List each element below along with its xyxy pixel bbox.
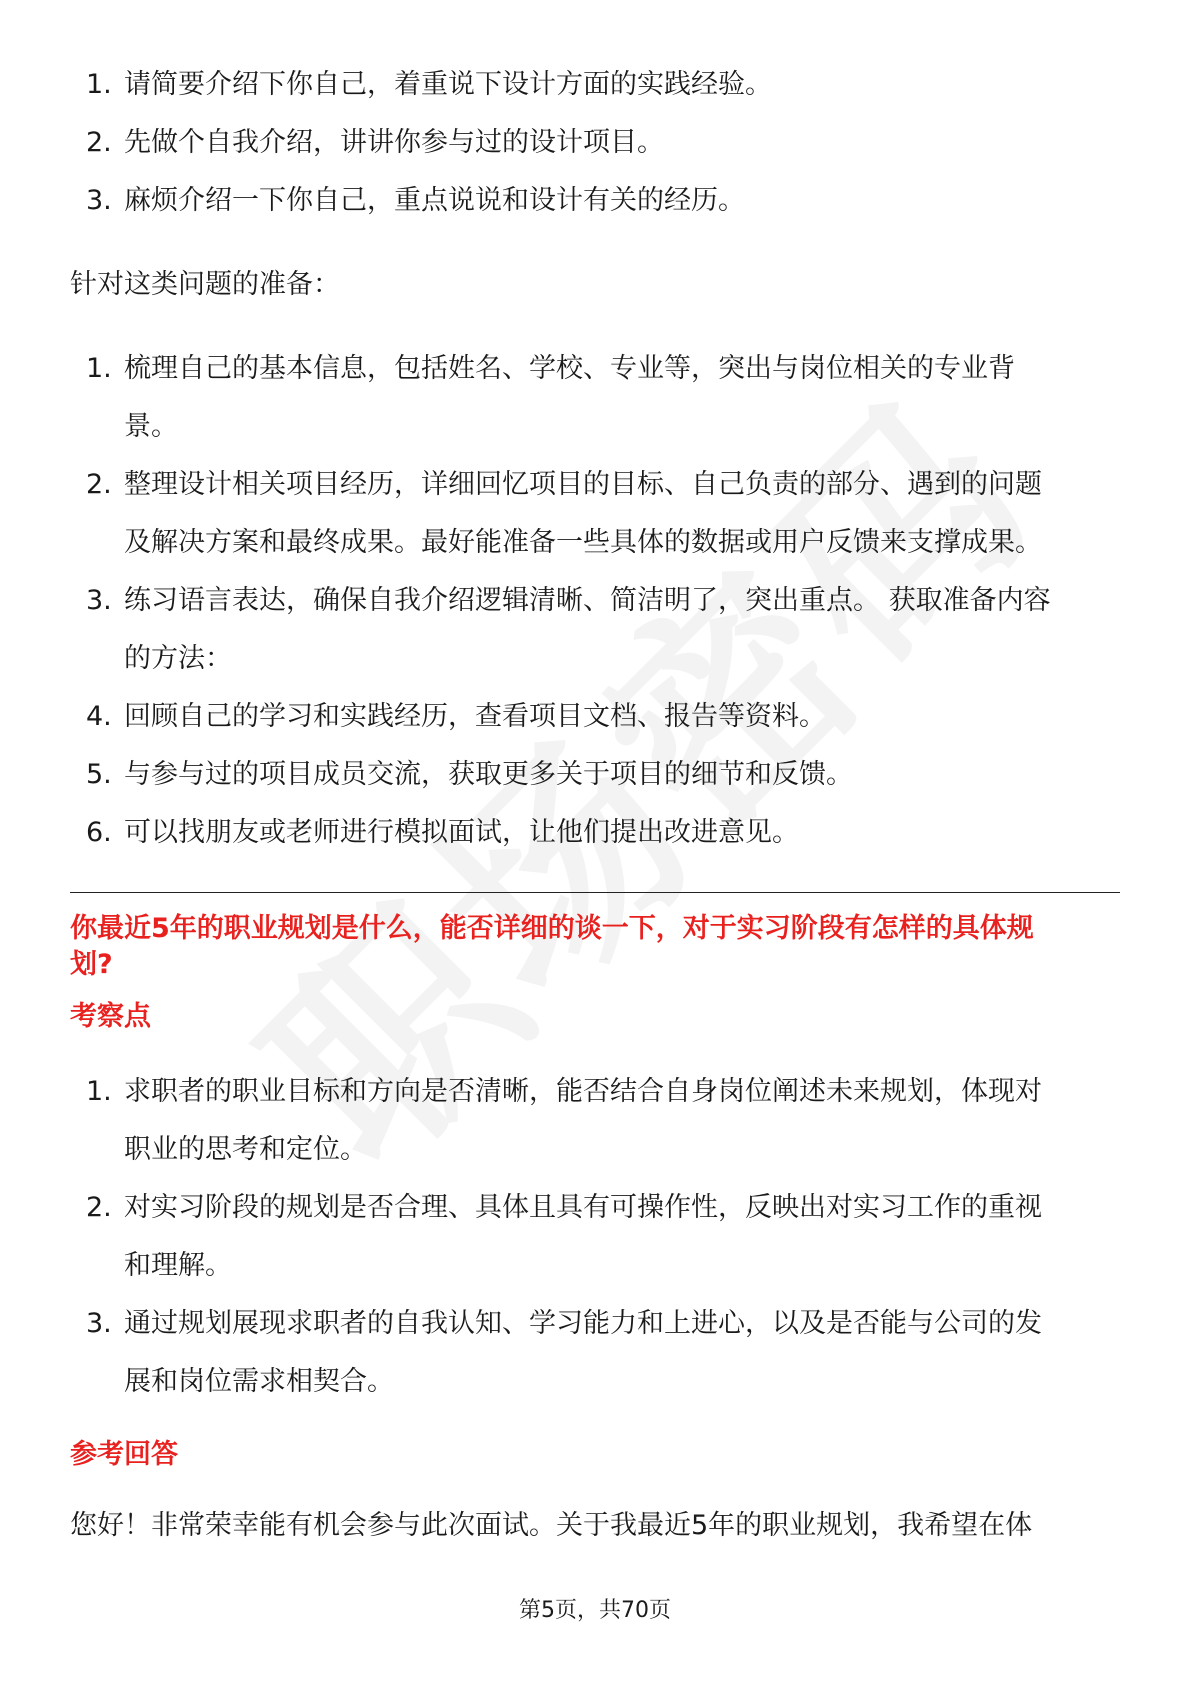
question-line: 你最近5年的职业规划是什么，能否详细的谈一下，对于实习阶段有怎样的具体规 <box>70 913 1034 944</box>
section-divider <box>70 892 1120 893</box>
list-number: 1. <box>86 1076 112 1107</box>
list-number: 1. <box>86 353 112 384</box>
question-heading <box>70 911 1120 983</box>
prep-title: 针对这类问题的准备： <box>70 269 340 300</box>
reference-answer-heading: 参考回答 <box>70 1439 178 1470</box>
answer-paragraph: 您好！非常荣幸能有机会参与此次面试。关于我最近5年的职业规划，我希望在体 <box>70 1510 1033 1541</box>
list-text-line: 回顾自己的学习和实践经历，查看项目文档、报告等资料。 <box>124 701 826 732</box>
list-text-line: 梳理自己的基本信息，包括姓名、学校、专业等，突出与岗位相关的专业背 <box>124 353 1015 384</box>
list-number: 1. <box>86 69 112 100</box>
list-item <box>70 456 1120 572</box>
list-number: 3. <box>86 585 112 616</box>
list-text: 请简要介绍下你自己，着重说下设计方面的实践经验。 <box>124 69 772 100</box>
page-number-footer: 第5页，共70页 <box>519 1598 671 1623</box>
list-text-line: 及解决方案和最终成果。最好能准备一些具体的数据或用户反馈来支撑成果。 <box>124 527 1042 558</box>
list-item <box>70 804 1120 862</box>
list-text-line: 和理解。 <box>124 1250 232 1281</box>
list-item <box>70 572 1120 688</box>
kaocha-heading: 考察点 <box>70 1001 151 1032</box>
list-number: 2. <box>86 1192 112 1223</box>
list-item <box>70 340 1120 456</box>
list-text-line: 练习语言表达，确保自我介绍逻辑清晰、简洁明了，突出重点。 获取准备内容 <box>124 585 1051 616</box>
list-text-line: 通过规划展现求职者的自我认知、学习能力和上进心，以及是否能与公司的发 <box>124 1308 1042 1339</box>
prep-list <box>70 340 1120 862</box>
list-text-line: 求职者的职业目标和方向是否清晰，能否结合自身岗位阐述未来规划，体现对 <box>124 1076 1042 1107</box>
list-number: 6. <box>86 817 112 848</box>
list-item <box>70 114 1120 172</box>
list-text-line: 的方法： <box>124 643 232 674</box>
list-text-line: 与参与过的项目成员交流，获取更多关于项目的细节和反馈。 <box>124 759 853 790</box>
kaocha-list <box>70 1063 1120 1411</box>
list-text-line: 职业的思考和定位。 <box>124 1134 367 1165</box>
page-content <box>70 56 1120 1555</box>
list-number: 4. <box>86 701 112 732</box>
list-number: 2. <box>86 127 112 158</box>
list-item <box>70 1179 1120 1295</box>
list-item <box>70 56 1120 114</box>
list-text-line: 展和岗位需求相契合。 <box>124 1366 394 1397</box>
list-number: 3. <box>86 1308 112 1339</box>
question-line: 划? <box>70 949 113 980</box>
list-text: 麻烦介绍一下你自己，重点说说和设计有关的经历。 <box>124 185 745 216</box>
list-text-line: 对实习阶段的规划是否合理、具体且具有可操作性，反映出对实习工作的重视 <box>124 1192 1042 1223</box>
list-number: 3. <box>86 185 112 216</box>
list-number: 5. <box>86 759 112 790</box>
list-item <box>70 1063 1120 1179</box>
list-text-line: 景。 <box>124 411 178 442</box>
list-item <box>70 172 1120 230</box>
list-number: 2. <box>86 469 112 500</box>
intro-examples-list <box>70 56 1120 230</box>
list-text: 先做个自我介绍，讲讲你参与过的设计项目。 <box>124 127 664 158</box>
list-item <box>70 688 1120 746</box>
list-text-line: 整理设计相关项目经历，详细回忆项目的目标、自己负责的部分、遇到的问题 <box>124 469 1042 500</box>
list-item <box>70 746 1120 804</box>
list-text-line: 可以找朋友或老师进行模拟面试，让他们提出改进意见。 <box>124 817 799 848</box>
list-item <box>70 1295 1120 1411</box>
